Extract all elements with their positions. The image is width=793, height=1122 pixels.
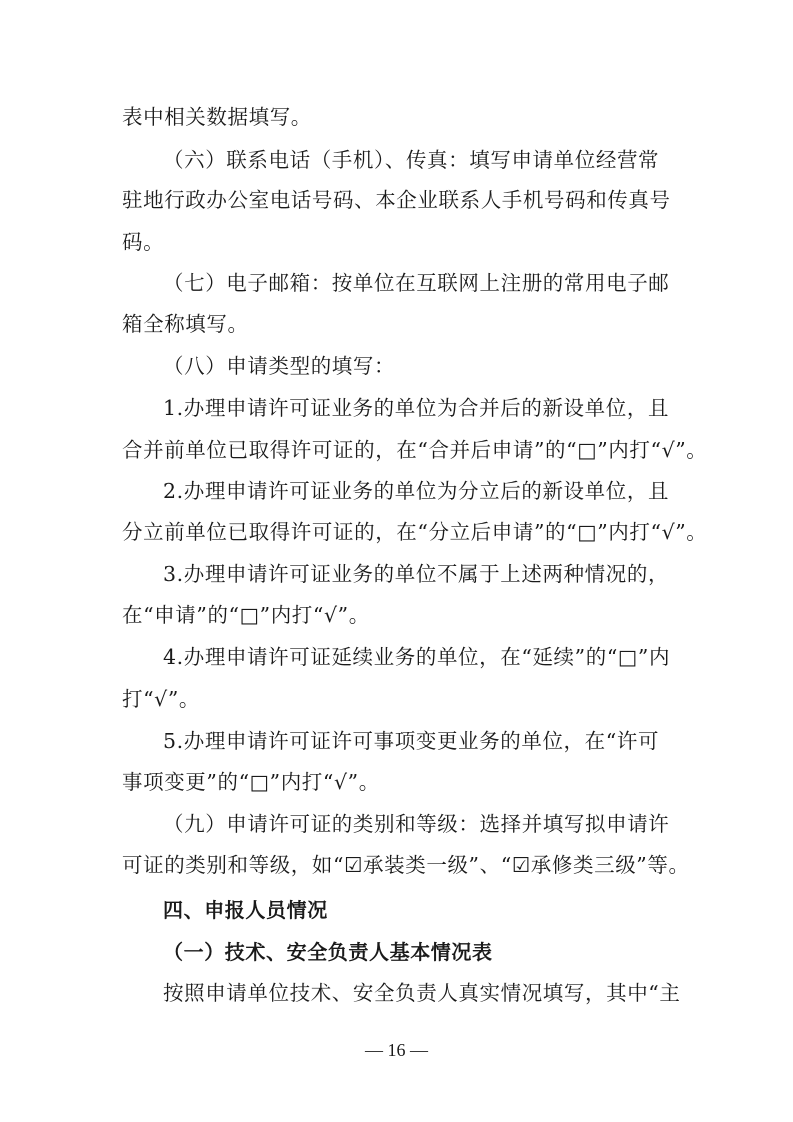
paragraph-line: 驻地行政办公室电话号码、本企业联系人手机号码和传真号 (122, 188, 671, 212)
paragraph-line: 事项变更”的“□”内打“√”。 (122, 770, 380, 794)
paragraph-line: 打“√”。 (122, 687, 201, 711)
page-number: — 16 — (365, 1040, 428, 1060)
paragraph-line: 可证的类别和等级，如“☑承装类一级”、“☑承修类三级”等。 (122, 853, 690, 877)
section-heading: 四、申报人员情况 (163, 898, 328, 922)
paragraph-line: 箱全称填写。 (122, 312, 249, 336)
paragraph-line: 合并前单位已取得许可证的，在“合并后申请”的“□”内打“√”。 (122, 438, 708, 462)
paragraph-line: 按照申请单位技术、安全负责人真实情况填写，其中“主 (163, 981, 681, 1005)
paragraph-line: （八）申请类型的填写： (163, 354, 396, 378)
paragraph-line: （七）电子邮箱：按单位在互联网上注册的常用电子邮 (163, 271, 670, 295)
paragraph-line: （六）联系电话（手机）、传真：填写申请单位经营常 (163, 148, 660, 172)
paragraph-line: 在“申请”的“□”内打“√”。 (122, 603, 370, 627)
paragraph-line: 4.办理申请许可证延续业务的单位，在“延续”的“□”内 (163, 645, 671, 669)
paragraph-line: （九）申请许可证的类别和等级：选择并填写拟申请许 (163, 812, 670, 836)
paragraph-line: 码。 (122, 230, 165, 254)
paragraph-line: 表中相关数据填写。 (122, 105, 312, 129)
paragraph-line: 分立前单位已取得许可证的，在“分立后申请”的“□”内打“√”。 (122, 520, 708, 544)
paragraph-line: 5.办理申请许可证许可事项变更业务的单位，在“许可 (163, 729, 660, 753)
paragraph-line: 2.办理申请许可证业务的单位为分立后的新设单位，且 (163, 479, 670, 503)
paragraph-line: 1.办理申请许可证业务的单位为合并后的新设单位，且 (163, 396, 670, 420)
paragraph-line: 3.办理申请许可证业务的单位不属于上述两种情况的， (163, 562, 670, 586)
subsection-heading: （一）技术、安全负责人基本情况表 (163, 940, 493, 964)
